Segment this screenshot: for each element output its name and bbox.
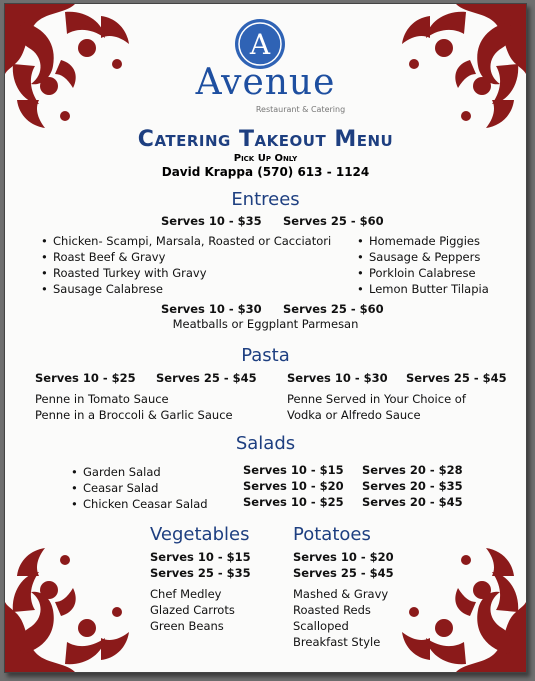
list-item: Penne in Tomato Sauce [35,392,169,406]
list-item: • Sausage & Peppers [355,249,489,265]
list-item: • Homemade Piggies [355,233,489,249]
entrees-special-price-25: Serves 25 - $60 [283,302,384,316]
list-item: • Lemon Butter Tilapia [355,281,489,297]
list-item: Mashed & Gravy [293,587,389,601]
salad-price: Serves 20 - $45 [362,495,463,509]
list-item: • Roasted Turkey with Gravy [39,265,331,281]
ornament-corner-bottom-left [5,532,145,672]
list-item: • Sausage Calabrese [39,281,331,297]
potatoes-heading: Potatoes [293,524,371,545]
pasta-right-price-25: Serves 25 - $45 [406,371,507,385]
brand-name: Avenue [195,62,336,103]
entrees-list-left [39,233,331,297]
menu-page [4,3,527,673]
list-item: Roasted Reds [293,603,371,617]
salads-prices-10 [243,462,344,510]
entrees-price-10: Serves 10 - $35 [161,214,262,228]
vegetable-price: Serves 25 - $35 [150,566,251,580]
list-item: Penne Served in Your Choice of [287,392,466,406]
entrees-heading: Entrees [231,189,300,210]
list-item: • Ceasar Salad [69,480,208,496]
pasta-left-items [35,391,233,423]
potatoes-items [293,586,388,650]
page-title: Catering Takeout Menu [137,127,394,152]
pasta-right-price-10: Serves 10 - $30 [287,371,388,385]
potatoes-prices [293,549,394,581]
pickup-note: Pick Up Only [233,153,298,164]
potato-price: Serves 25 - $45 [293,566,394,580]
list-item: Glazed Carrots [150,603,235,617]
entrees-list-right [355,233,489,297]
pasta-left-price-25: Serves 25 - $45 [156,371,257,385]
salads-list [69,464,208,512]
list-item: Chef Medley [150,587,222,601]
list-item: Vodka or Alfredo Sauce [287,408,421,422]
list-item: Breakfast Style [293,635,381,649]
entrees-special-price-10: Serves 10 - $30 [161,302,262,316]
salads-prices-20 [362,462,463,510]
pasta-right-items [287,391,466,423]
salad-price: Serves 20 - $28 [362,463,463,477]
list-item: • Garden Salad [69,464,208,480]
list-item: • Roast Beef & Gravy [39,249,331,265]
salad-price: Serves 20 - $35 [362,479,463,493]
salad-price: Serves 10 - $25 [243,495,344,509]
brand-tagline: Restaurant & Catering [255,105,346,114]
potato-price: Serves 10 - $20 [293,550,394,564]
salad-price: Serves 10 - $20 [243,479,344,493]
list-item: Green Beans [150,619,224,633]
vegetable-price: Serves 10 - $15 [150,550,251,564]
pasta-heading: Pasta [241,345,290,366]
salad-price: Serves 10 - $15 [243,463,344,477]
list-item: • Chicken Ceasar Salad [69,496,208,512]
vegetables-items [150,586,235,634]
list-item: • Chicken- Scampi, Marsala, Roasted or Cacciatori [39,233,331,249]
ornament-corner-bottom-right [386,532,526,672]
entrees-special-item: Meatballs or Eggplant Parmesan [172,317,359,331]
list-item: • Porkloin Calabrese [355,265,489,281]
vegetables-prices [150,549,251,581]
logo-letter: A [249,28,271,61]
entrees-price-25: Serves 25 - $60 [283,214,384,228]
list-item: Penne in a Broccoli & Garlic Sauce [35,408,233,422]
contact-info: David Krappa (570) 613 - 1124 [161,165,370,179]
vegetables-heading: Vegetables [150,524,250,545]
list-item: Scalloped [293,619,349,633]
salads-heading: Salads [235,433,296,454]
pasta-left-price-10: Serves 10 - $25 [35,371,136,385]
